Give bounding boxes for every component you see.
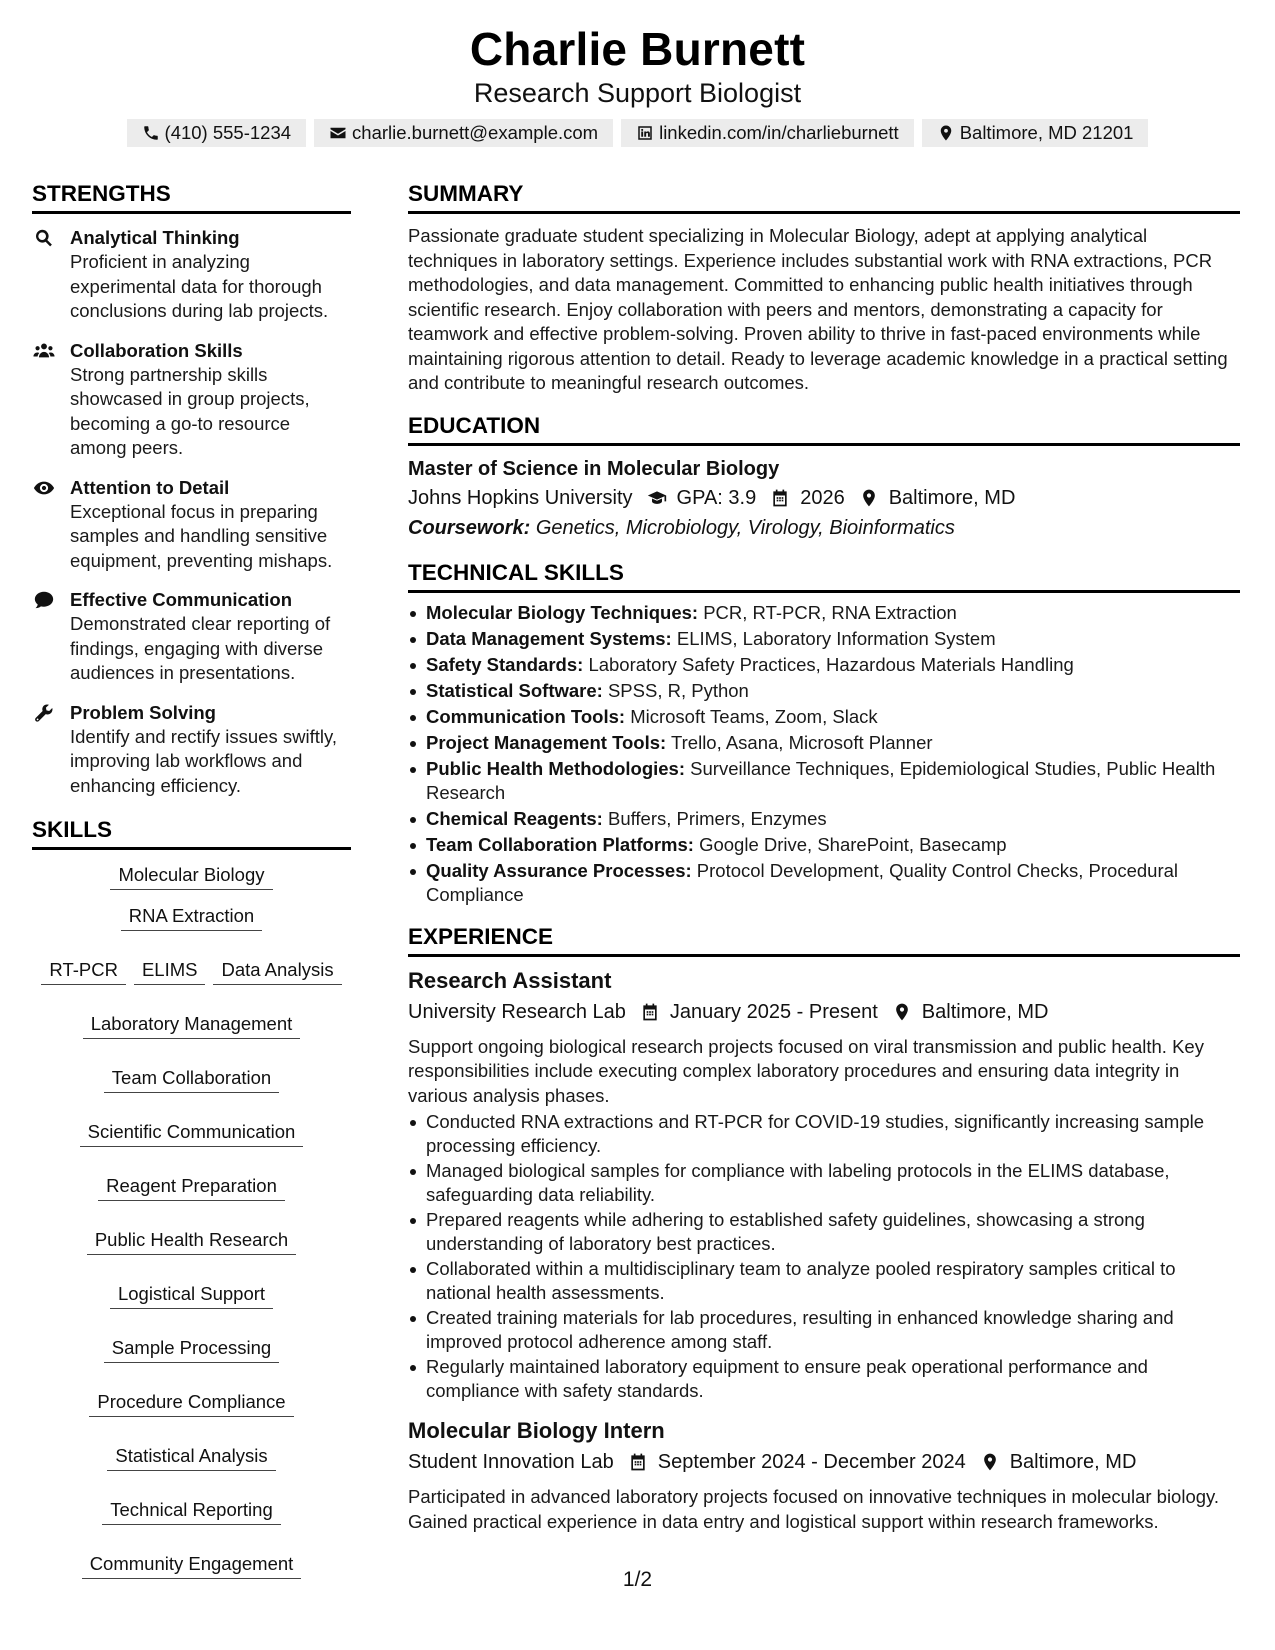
job-location: Baltimore, MD <box>921 1000 1049 1023</box>
job-title: Research Assistant <box>408 967 612 993</box>
list-item: Conducted RNA extractions and RT-PCR for COVID-19 studies, significantly increasing sample processing efficiency. <box>408 1110 1240 1158</box>
skills-heading: SKILLS <box>32 816 351 850</box>
calendar-icon <box>770 488 792 508</box>
strength-item <box>32 701 351 799</box>
list-item: Project Management Tools: Trello, Asana, Microsoft Planner <box>408 731 1240 755</box>
education-section <box>408 412 1240 543</box>
calendar-icon <box>640 1002 662 1022</box>
degree-title: Master of Science in Molecular Biology <box>408 457 780 480</box>
list-item: Communication Tools: Microsoft Teams, Zoom, Slack <box>408 705 1240 729</box>
strength-desc: Proficient in analyzing experimental data for thorough conclusions during lab projects. <box>70 251 329 321</box>
skill-tag: ELIMS <box>134 957 206 985</box>
education-heading: EDUCATION <box>408 412 1240 446</box>
skill-tag: Logistical Support <box>110 1281 273 1309</box>
linkedin-icon <box>636 124 654 142</box>
contact-linkedin[interactable] <box>621 119 914 147</box>
strength-title: Problem Solving <box>70 701 216 723</box>
list-item: Collaborated within a multidisciplinary team to analyze pooled respiratory samples critical to national health assessments. <box>408 1257 1240 1305</box>
eye-icon <box>32 477 56 499</box>
summary-text: Passionate graduate student specializing in Molecular Biology, adept at applying analytical techniques in laboratory settings. Experience includes substantial work with RNA extractions, PCR methodologies, and data management. Committed to enhancing public health initiatives through scientific research. Enjoy collaboration with peers and mentors, demonstrating a capacity for teamwork and effective problem-solving. Proven ability to thrive in fast-paced environments while maintaining rigorous attention to detail. Ready to leverage academic knowledge in a practical setting and contribute to meaningful research outcomes. <box>408 225 1228 393</box>
technical-skills-list <box>408 601 1240 907</box>
skill-tag: Scientific Communication <box>80 1119 304 1147</box>
strength-desc: Strong partnership skills showcased in group projects, becoming a go-to resource among peers. <box>70 363 310 458</box>
school-name: Johns Hopkins University <box>408 486 633 509</box>
coursework-list: Genetics, Microbiology, Virology, Bioinformatics <box>535 516 955 539</box>
map-marker-icon <box>859 488 881 508</box>
wrench-icon <box>32 702 56 724</box>
contact-bar <box>0 119 1275 147</box>
summary-heading: SUMMARY <box>408 180 1240 214</box>
job-bullets <box>408 1110 1240 1403</box>
strength-title: Collaboration Skills <box>70 339 243 361</box>
resume-header <box>0 22 1275 147</box>
contact-email[interactable] <box>314 119 613 147</box>
skill-tag: Public Health Research <box>87 1227 296 1255</box>
strength-desc: Exceptional focus in preparing samples and handling sensitive equipment, preventing mishaps. <box>70 500 333 571</box>
strengths-heading: STRENGTHS <box>32 180 351 214</box>
skill-tag: RT-PCR <box>41 957 126 985</box>
linkedin-text[interactable]: linkedin.com/in/charlieburnett <box>659 122 899 143</box>
skill-tag: Technical Reporting <box>102 1497 280 1525</box>
list-item: Chemical Reagents: Buffers, Primers, Enzymes <box>408 807 1240 831</box>
candidate-title: Research Support Biologist <box>473 78 802 108</box>
technical-skills-heading: TECHNICAL SKILLS <box>408 559 1240 593</box>
list-item: Created training materials for lab procedures, resulting in enhanced knowledge sharing and improved protocol adherence among staff. <box>408 1306 1240 1354</box>
graduation-cap-icon <box>647 488 669 508</box>
strength-item <box>32 339 351 461</box>
graduation-year: 2026 <box>800 486 845 509</box>
job-entry <box>408 1417 1240 1534</box>
contact-phone <box>127 119 307 147</box>
education-meta <box>408 483 1240 513</box>
skills-section <box>32 816 351 1579</box>
job-location: Baltimore, MD <box>1009 1451 1137 1473</box>
list-item: Regularly maintained laboratory equipment to ensure peak operational performance and compliance with safety standards. <box>408 1355 1240 1403</box>
email-text[interactable]: charlie.burnett@example.com <box>352 122 599 143</box>
list-item: Managed biological samples for compliance with labeling protocols in the ELIMS database, safeguarding data reliability. <box>408 1159 1240 1207</box>
technical-skills-section <box>408 559 1240 907</box>
job-summary: Participated in advanced laboratory projects focused on innovative techniques in molecular biology. Gained practical experience in data entry and logistical support within research frameworks. <box>408 1486 1220 1532</box>
strength-title: Analytical Thinking <box>70 227 240 248</box>
search-icon <box>32 227 56 249</box>
comment-icon <box>32 589 56 611</box>
list-item: Prepared reagents while adhering to established safety guidelines, showcasing a strong understanding of laboratory best practices. <box>408 1208 1240 1256</box>
phone-icon <box>142 124 160 142</box>
strength-item <box>32 476 351 574</box>
list-item: Team Collaboration Platforms: Google Drive, SharePoint, Basecamp <box>408 833 1240 857</box>
company-name: University Research Lab <box>408 1000 626 1023</box>
contact-location <box>922 119 1149 147</box>
page-number: 1/2 <box>622 1568 653 1591</box>
calendar-icon <box>628 1452 650 1472</box>
envelope-icon <box>329 124 347 142</box>
candidate-name: Charlie Burnett <box>469 23 806 75</box>
map-marker-icon <box>980 1452 1002 1472</box>
skill-tag: Molecular Biology <box>110 862 272 890</box>
list-item: Molecular Biology Techniques: PCR, RT-PCR, RNA Extraction <box>408 601 1240 625</box>
skill-tag: Procedure Compliance <box>89 1389 293 1417</box>
gpa-text: GPA: 3.9 <box>676 486 757 509</box>
list-item: Safety Standards: Laboratory Safety Practices, Hazardous Materials Handling <box>408 653 1240 677</box>
coursework-label: Coursework: <box>408 516 531 539</box>
skill-tag: Sample Processing <box>104 1335 279 1363</box>
strengths-section <box>32 180 351 798</box>
job-meta <box>408 1447 1240 1477</box>
left-column <box>32 180 351 1579</box>
job-entry <box>408 967 1240 1404</box>
strength-title: Effective Communication <box>70 589 293 610</box>
map-marker-icon <box>892 1002 914 1022</box>
map-marker-icon <box>937 124 955 142</box>
experience-section <box>408 923 1240 1535</box>
skill-tag: Statistical Analysis <box>107 1443 275 1471</box>
skill-tag: Community Engagement <box>82 1551 302 1579</box>
right-column <box>408 180 1240 1534</box>
list-item: Public Health Methodologies: Surveillance Techniques, Epidemiological Studies, Public Health Research <box>408 757 1240 805</box>
location-text: Baltimore, MD 21201 <box>959 122 1134 143</box>
school-location: Baltimore, MD <box>888 486 1016 509</box>
job-summary: Support ongoing biological research projects focused on viral transmission and public health. Key responsibilities include executing complex laboratory procedures and ensuring data integrity in various analysis phases. <box>408 1035 1204 1106</box>
list-item: Data Management Systems: ELIMS, Laboratory Information System <box>408 627 1240 651</box>
skill-tag: Laboratory Management <box>83 1011 301 1039</box>
strength-item <box>32 588 351 686</box>
list-item: Quality Assurance Processes: Protocol Development, Quality Control Checks, Procedural Compliance <box>408 859 1240 907</box>
users-icon <box>32 340 56 362</box>
strength-desc: Demonstrated clear reporting of findings, engaging with diverse audiences in presentations. <box>70 613 331 683</box>
skills-list <box>32 862 351 1579</box>
strength-title: Attention to Detail <box>70 476 230 498</box>
list-item: Statistical Software: SPSS, R, Python <box>408 679 1240 703</box>
phone-text: (410) 555-1234 <box>164 122 292 143</box>
company-name: Student Innovation Lab <box>408 1451 614 1473</box>
coursework <box>408 513 1240 543</box>
experience-heading: EXPERIENCE <box>408 923 1240 957</box>
job-meta <box>408 997 1240 1027</box>
job-dates: January 2025 - Present <box>669 1000 878 1023</box>
skill-tag: Team Collaboration <box>104 1065 279 1093</box>
skill-tag: Reagent Preparation <box>98 1173 285 1201</box>
strength-desc: Identify and rectify issues swiftly, improving lab workflows and enhancing efficiency. <box>70 725 337 796</box>
job-dates: September 2024 - December 2024 <box>657 1451 966 1473</box>
job-title: Molecular Biology Intern <box>408 1418 665 1443</box>
skill-tag: RNA Extraction <box>121 903 262 931</box>
strength-item <box>32 226 351 324</box>
summary-section <box>408 180 1240 396</box>
skill-tag: Data Analysis <box>213 957 341 985</box>
